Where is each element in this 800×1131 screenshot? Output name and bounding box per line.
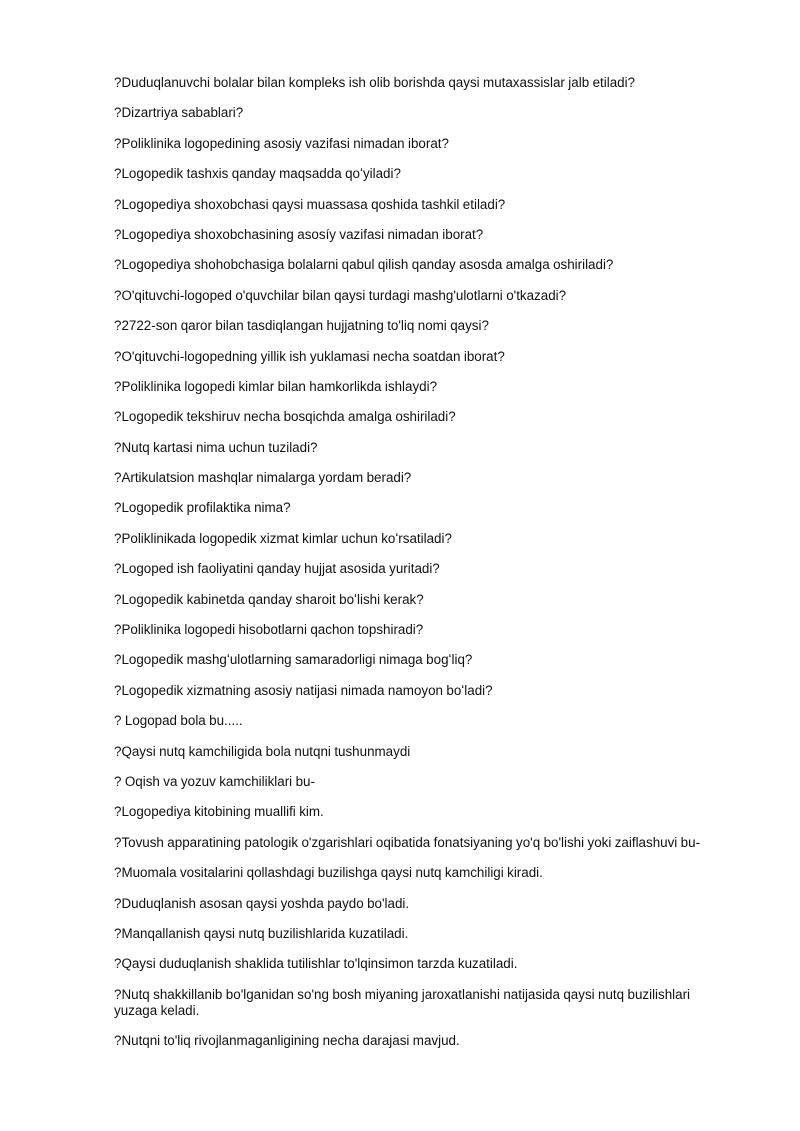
question-list xyxy=(114,75,724,1064)
question-item: ?Artikulatsion mashqlar nimalarga yordam beradi? xyxy=(114,470,412,486)
question-item: ?Logopedik xizmatning asosiy natijasi nimada namoyon boʻladi? xyxy=(114,682,493,698)
question-item: ?Nutq shakkillanib bo'lganidan so'ng bosh miyaning jaroxatlanishi natijasida qaysi nutq buzilishlari yuzaga keladi. xyxy=(114,986,691,1018)
question-item: ?Logopediya kitobining muallifi kim. xyxy=(114,804,324,820)
question-item: ?Tovush apparatining patologik o'zgarishlari oqibatida fonatsiyaning yo'q bo'lishi yoki zaiflashuvi bu- xyxy=(114,834,701,850)
question-item: ?Qaysi nutq kamchiligida bola nutqni tushunmaydi xyxy=(114,743,411,759)
question-item: ?Logopediya shoxobchasi qaysi muassasa qoshida tashkil etiladi? xyxy=(114,196,506,212)
question-item: ?Muomala vositalarini qollashdagi buzilishga qaysi nutq kamchiligi kiradi. xyxy=(114,865,543,881)
question-item: ?Poliklinika logopedi kimlar bilan hamkorlikda ishlaydi? xyxy=(114,378,438,394)
question-item: ?Qaysi duduqlanish shaklida tutilishlar to'lqinsimon tarzda kuzatiladi. xyxy=(114,956,518,972)
question-item: ?Nutq kartasi nima uchun tuziladi? xyxy=(114,439,318,455)
question-item: ?2722-son qaror bilan tasdiqlangan hujjatning to'liq nomi qaysi? xyxy=(114,318,489,334)
question-item: ?Poliklinikada logopedik xizmat kimlar uchun koʻrsatiladi? xyxy=(114,530,452,546)
question-item: ?Logopedik kabinetda qanday sharoit boʻlishi kerak? xyxy=(114,591,424,607)
question-item: ? Logopad bola bu..... xyxy=(114,713,243,729)
question-item: ?Duduqlanuvchi bolalar bilan kompleks ish olib borishda qaysi mutaxassislar jalb etiladi? xyxy=(114,75,636,90)
question-item: ?Poliklinika logopedi hisobotlarni qachon topshiradi? xyxy=(114,622,424,638)
question-item: ?Logopedik mashgʻulotlarning samaradorligi nimaga bogʻliq? xyxy=(114,652,473,668)
question-item: ?Logopedik profilaktika nima? xyxy=(114,500,291,516)
question-item: ? Oqish va yozuv kamchiliklari bu- xyxy=(114,773,315,789)
question-item: ?Nutqni to'liq rivojlanmaganligining necha darajasi mavjud. xyxy=(114,1033,460,1049)
question-item: ?Dizartriya sabablari? xyxy=(114,105,244,121)
question-item: ?Logopedik tashxis qanday maqsadda qoʻyiladi? xyxy=(114,166,401,182)
question-item: ?Poliklinika logopedining asosiy vazifasi nimadan iborat? xyxy=(114,135,449,151)
question-item: ?Logopediya shoxobchasining asosíy vazifasi nimadan iborat? xyxy=(114,226,484,242)
question-item: ?O'qituvchi-logoped o'quvchilar bilan qaysi turdagi mashg'ulotlarni o'tkazadi? xyxy=(114,287,567,303)
question-item: ?Duduqlanish asosan qaysi yoshda paydo bo'ladi. xyxy=(114,895,410,911)
question-item: ?Logoped ish faoliyatini qanday hujjat asosida yuritadi? xyxy=(114,561,440,577)
question-item: ?O'qituvchi-logopedning yillik ish yuklamasi necha soatdan iborat? xyxy=(114,348,505,364)
question-item: ?Manqallanish qaysi nutq buzilishlarida kuzatiladi. xyxy=(114,925,409,941)
question-item: ?Logopedik tekshiruv necha bosqichda amalga oshiriladi? xyxy=(114,409,456,425)
question-item: ?Logopediya shohobchasiga bolalarni qabul qilish qanday asosda amalga oshiriladi? xyxy=(114,257,614,273)
